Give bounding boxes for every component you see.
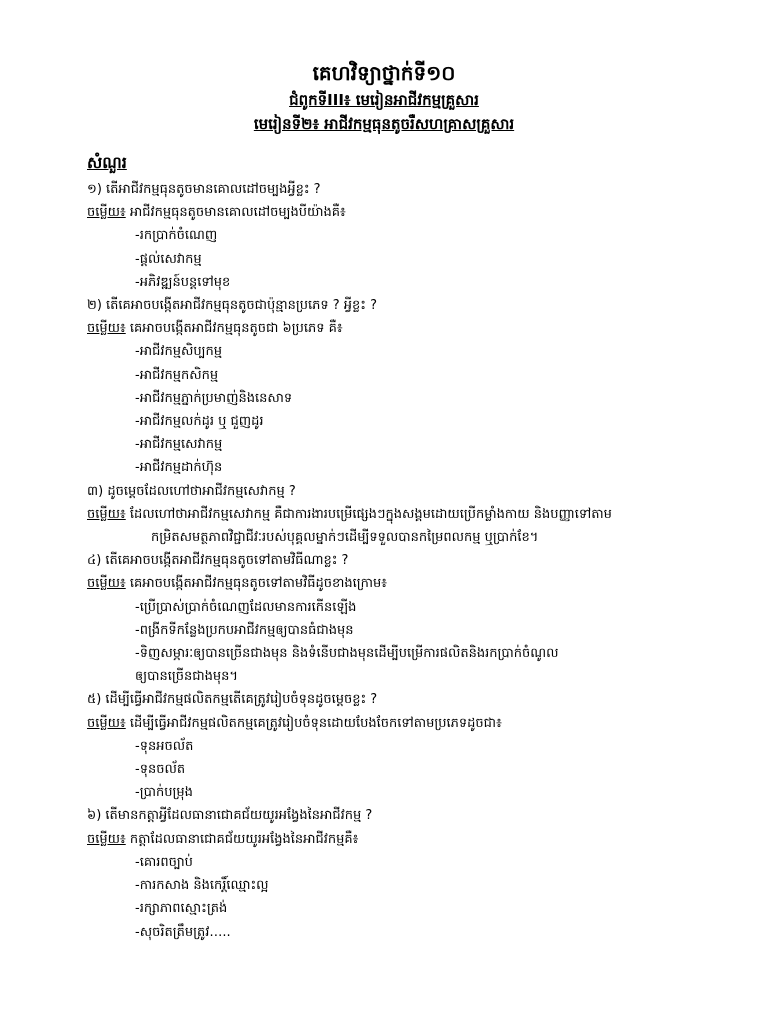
question-2: ២) តើគេអាចបង្កើតអាជីវកម្មធុនតូចជាប៉ុន្មានប្រភេទ ? អ្វីខ្លះ ? bbox=[87, 298, 378, 314]
question-4: ៤) តើគេអាចបង្កើតអាជីវកម្មធុនតូចទៅតាមវិធីណាខ្លះ ? bbox=[87, 553, 349, 569]
section-label: សំណួរ bbox=[87, 153, 127, 172]
answer-text: ដើម្បីធ្វើអាជីវកម្មផលិតកម្មគេត្រូវរៀបចំទុនដោយបែងចែកទៅតាមប្រភេទដូចជា៖ bbox=[125, 715, 502, 731]
answer-label: ចម្លើយ៖ bbox=[87, 576, 126, 592]
list-item: -សុចរិតត្រឹមត្រូវ….. bbox=[135, 924, 231, 940]
answer-text: គេអាចបង្កើតអាជីវកម្មធុនតូចជា ៦ប្រភេទ គឺ៖ bbox=[125, 321, 343, 337]
answer-label: ចម្លើយ៖ bbox=[87, 205, 126, 221]
answer-continuation: ឲ្យបានច្រើនជាងមុន។ bbox=[135, 669, 238, 685]
answer-text: គេអាចបង្កើតអាជីវកម្មធុនតូចទៅតាមវិធីដូចខាងក្រោម៖ bbox=[125, 576, 388, 592]
chapter-heading: ជំពូកទីIII៖ មេរៀនអាជីវកម្មគ្រួសារ bbox=[289, 91, 479, 109]
list-item: -ការកសាង និងកេរ្តិ៍ឈ្មោះល្អ bbox=[135, 878, 269, 894]
answer-5 bbox=[87, 712, 737, 735]
qa-body bbox=[87, 150, 737, 944]
list-item: -ទិញសម្ភារៈឲ្យបានច្រើនជាងមុន និងទំនើបជាងមុនដើម្បីបម្រើការផលិតនិងរកប្រាក់ចំណូល bbox=[135, 646, 559, 662]
lesson-heading: មេរៀនទី២៖ អាជីវកម្មធុនតូចរឺសហគ្រាសគ្រួសារ bbox=[253, 115, 515, 133]
list-item: -អាជីវកម្មសេវាកម្ម bbox=[135, 437, 223, 453]
list-item: -អាជីវកម្មដាក់ហ៊ុន bbox=[135, 460, 223, 476]
question-5: ៥) ដើម្បីធ្វើអាជីវកម្មផលិតកម្មតើគេត្រូវរៀបចំទុនដូចម្តេចខ្លះ ? bbox=[87, 692, 378, 708]
answer-label: ចម្លើយ៖ bbox=[87, 831, 126, 847]
answer-text: កត្តាដែលធានាជោគជ័យយូរអង្វែងនៃអាជីវកម្មគឺ៖ bbox=[125, 831, 359, 847]
list-item: -រកប្រាក់ចំណេញ bbox=[135, 228, 218, 244]
list-item: -រក្សាភាពស្មោះត្រង់ bbox=[135, 901, 228, 917]
list-item: -ទុនចល័ត bbox=[135, 762, 186, 778]
list-item: -ពង្រីកទីកន្លែងប្រកបអាជីវកម្មឲ្យបានធំជាងមុន bbox=[135, 622, 354, 638]
title-block bbox=[0, 58, 768, 136]
list-item: -ប្រើប្រាស់ប្រាក់ចំណេញដែលមានការកើនឡើង bbox=[135, 599, 357, 615]
list-item: -អាជីវកម្មលក់ដូរ ឬ ជួញដូរ bbox=[135, 414, 264, 430]
question-3: ៣) ដូចម្តេចដែលហៅថាអាជីវកម្មសេវាកម្ម ? bbox=[87, 483, 296, 499]
answer-4 bbox=[87, 572, 737, 595]
answer-label: ចម្លើយ៖ bbox=[87, 321, 126, 337]
list-item: -ប្រាក់បម្រុង bbox=[135, 785, 193, 801]
list-item: -អាជីវកម្មសិប្បកម្ម bbox=[135, 344, 222, 360]
answer-text: អាជីវកម្មធុនតូចមានគោលដៅចម្បងបីយ៉ាងគឺ៖ bbox=[125, 205, 346, 221]
list-item: -អាជីវកម្មភ្នាក់ប្រមាញ់និងនេសាទ bbox=[135, 390, 293, 406]
question-1: ១) តើអាជីវកម្មធុនតូចមានគោលដៅចម្បងអ្វីខ្លះ ? bbox=[87, 182, 321, 197]
list-item: -អាជីវកម្មកសិកម្ម bbox=[135, 367, 219, 383]
answer-label: ចម្លើយ៖ bbox=[87, 715, 126, 731]
answer-6 bbox=[87, 828, 737, 851]
answer-3 bbox=[87, 503, 737, 526]
answer-2 bbox=[87, 317, 737, 340]
question-6: ៦) តើមានកត្តាអ្វីដែលធានាជោគជ័យយូរអង្វែងនៃអាជីវកម្ម ? bbox=[87, 808, 373, 824]
answer-text: ដែលហៅថាអាជីវកម្មសេវាកម្ម គឺជាការងារបម្រើផ្សេងៗក្នុងសង្គមដោយប្រើកម្លាំងកាយ និងបញ្ញាទៅតាម bbox=[125, 506, 612, 522]
list-item: -គោរពច្បាប់ bbox=[135, 854, 193, 870]
list-item: -ផ្តល់សេវាកម្ម bbox=[135, 251, 202, 267]
answer-continuation: កម្រិតសមត្ថភាពវិជ្ជាជីវៈរបស់បុគ្គលម្នាក់ៗដើម្បីទទួលបានកម្រៃពលកម្ម ឬប្រាក់ខែ។ bbox=[151, 530, 539, 546]
answer-label: ចម្លើយ៖ bbox=[87, 506, 126, 522]
list-item: -ទុនអចល័ត bbox=[135, 738, 194, 754]
list-item: -អភិវឌ្ឍន៍បន្តទៅមុខ bbox=[135, 274, 231, 290]
answer-1 bbox=[87, 201, 737, 224]
page-title: គេហវិទ្យាថ្នាក់ទី១០ bbox=[312, 61, 456, 85]
